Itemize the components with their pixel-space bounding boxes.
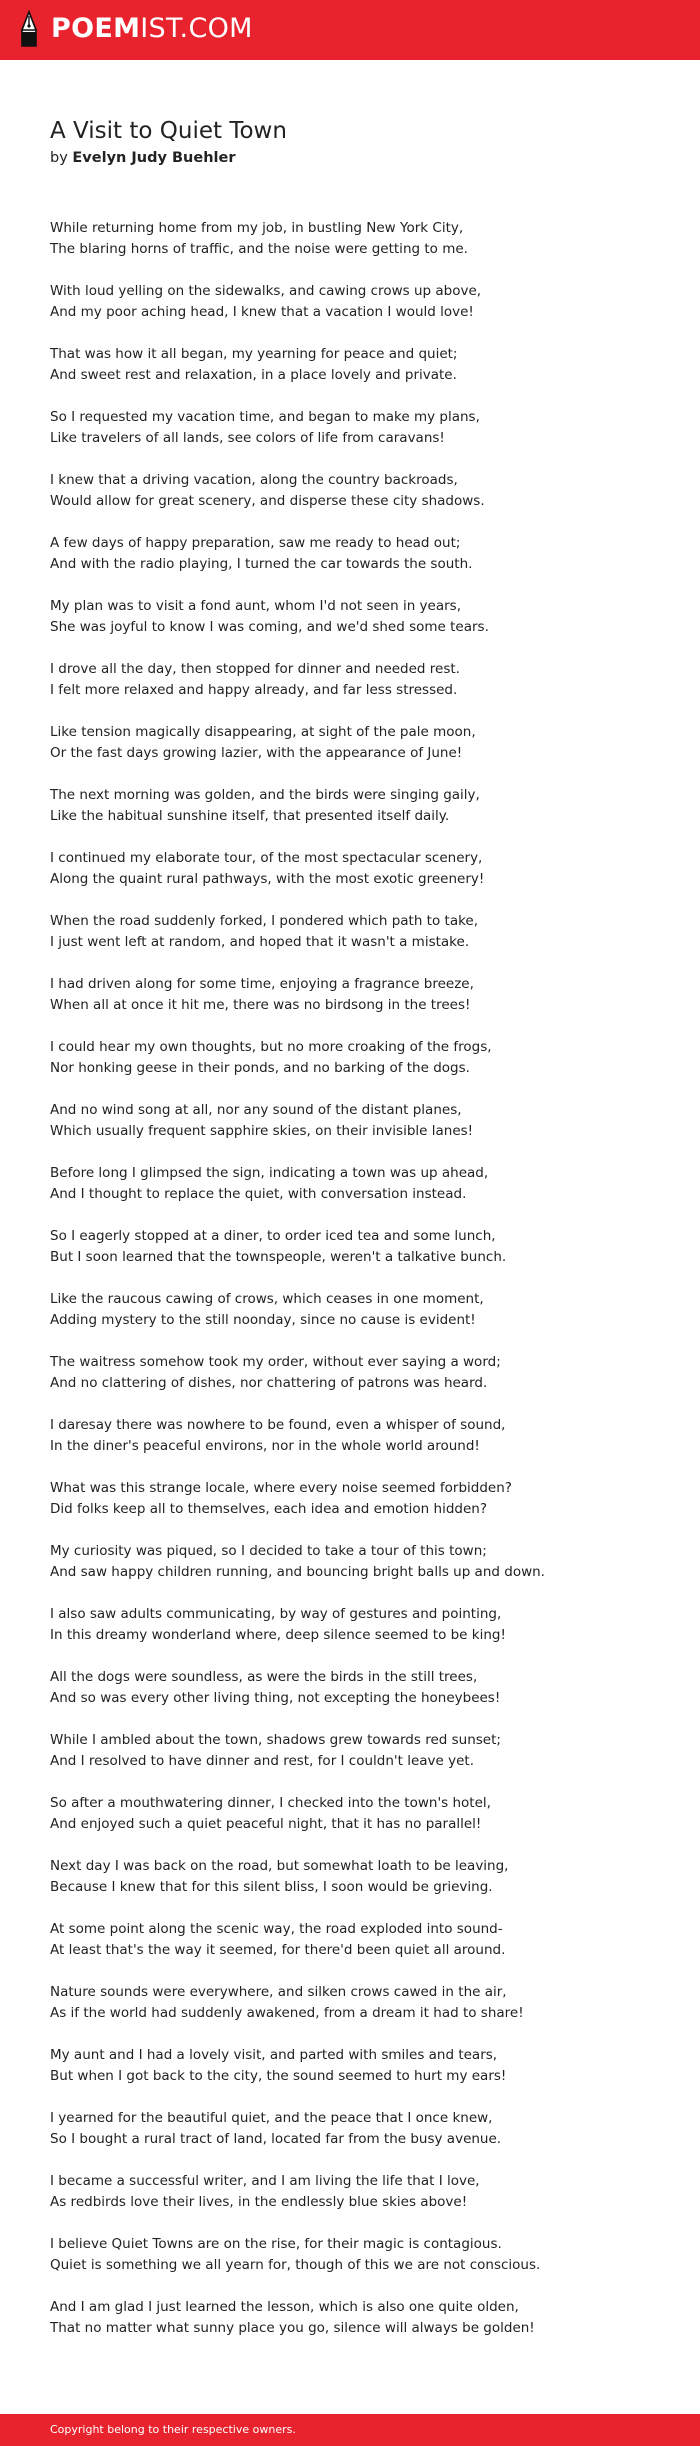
stanza bbox=[50, 1793, 670, 1835]
poem-line: And no wind song at all, nor any sound of the distant planes, bbox=[50, 1102, 462, 1118]
poem-line: And I resolved to have dinner and rest, for I couldn't leave yet. bbox=[50, 1753, 475, 1769]
stanza bbox=[50, 1856, 670, 1898]
poem-line: Because I knew that for this silent bliss, I soon would be grieving. bbox=[50, 1879, 493, 1895]
poem-line: So after a mouthwatering dinner, I checked into the town's hotel, bbox=[50, 1795, 491, 1811]
poem-line: And no clattering of dishes, nor chattering of patrons was heard. bbox=[50, 1375, 488, 1391]
poem-line: Or the fast days growing lazier, with the appearance of June! bbox=[50, 745, 463, 761]
stanza bbox=[50, 1478, 670, 1520]
site-name bbox=[51, 10, 253, 48]
stanza bbox=[50, 1667, 670, 1709]
poem-line: A few days of happy preparation, saw me ready to head out; bbox=[50, 535, 461, 551]
poem-line: Which usually frequent sapphire skies, on their invisible lanes! bbox=[50, 1123, 474, 1139]
poem-line: The blaring horns of traffic, and the noise were getting to me. bbox=[50, 241, 468, 257]
poem-line: In this dreamy wonderland where, deep silence seemed to be king! bbox=[50, 1627, 506, 1643]
poem-line: And my poor aching head, I knew that a vacation I would love! bbox=[50, 304, 474, 320]
poem-line: With loud yelling on the sidewalks, and cawing crows up above, bbox=[50, 283, 482, 299]
author-name[interactable]: Evelyn Judy Buehler bbox=[72, 150, 236, 166]
poem-line: Like travelers of all lands, see colors of life from caravans! bbox=[50, 430, 445, 446]
poem-line: As redbirds love their lives, in the endlessly blue skies above! bbox=[50, 2194, 468, 2210]
poem-line: And with the radio playing, I turned the car towards the south. bbox=[50, 556, 473, 572]
poem-line: All the dogs were soundless, as were the birds in the still trees, bbox=[50, 1669, 478, 1685]
poem-line: So I bought a rural tract of land, located far from the busy avenue. bbox=[50, 2131, 502, 2147]
stanza bbox=[50, 1919, 670, 1961]
site-footer bbox=[0, 2414, 700, 2446]
poem-line: That was how it all began, my yearning for peace and quiet; bbox=[50, 346, 458, 362]
poem-line: I just went left at random, and hoped that it wasn't a mistake. bbox=[50, 934, 470, 950]
stanza bbox=[50, 470, 670, 512]
poem-line: The waitress somehow took my order, without ever saying a word; bbox=[50, 1354, 501, 1370]
poem-line: When the road suddenly forked, I pondered which path to take, bbox=[50, 913, 479, 929]
stanza bbox=[50, 218, 670, 260]
poem-line: Like the raucous cawing of crows, which ceases in one moment, bbox=[50, 1291, 484, 1307]
stanza bbox=[50, 722, 670, 764]
stanza bbox=[50, 974, 670, 1016]
by-label: by bbox=[50, 150, 68, 166]
poem-line: As if the world had suddenly awakened, from a dream it had to share! bbox=[50, 2005, 524, 2021]
site-logo[interactable] bbox=[18, 10, 253, 48]
poem-line: So I eagerly stopped at a diner, to order iced tea and some lunch, bbox=[50, 1228, 496, 1244]
poem-line: In the diner's peaceful environs, nor in the whole world around! bbox=[50, 1438, 480, 1454]
stanza bbox=[50, 1100, 670, 1142]
poem-line: Quiet is something we all yearn for, though of this we are not conscious. bbox=[50, 2257, 541, 2273]
poem-line: I could hear my own thoughts, but no more croaking of the frogs, bbox=[50, 1039, 492, 1055]
stanza bbox=[50, 2108, 670, 2150]
stanza bbox=[50, 1352, 670, 1394]
stanza bbox=[50, 1037, 670, 1079]
poem-line: I drove all the day, then stopped for dinner and needed rest. bbox=[50, 661, 460, 677]
poem-line: Nature sounds were everywhere, and silken crows cawed in the air, bbox=[50, 1984, 507, 2000]
poem-line: What was this strange locale, where every noise seemed forbidden? bbox=[50, 1480, 512, 1496]
poem-line: I yearned for the beautiful quiet, and the peace that I once knew, bbox=[50, 2110, 493, 2126]
stanza bbox=[50, 1730, 670, 1772]
poem-line: My curiosity was piqued, so I decided to take a tour of this town; bbox=[50, 1543, 487, 1559]
poem-line: I also saw adults communicating, by way of gestures and pointing, bbox=[50, 1606, 502, 1622]
poem-line: I believe Quiet Towns are on the rise, for their magic is contagious. bbox=[50, 2236, 502, 2252]
poem-line: She was joyful to know I was coming, and we'd shed some tears. bbox=[50, 619, 489, 635]
poem-line: Next day I was back on the road, but somewhat loath to be leaving, bbox=[50, 1858, 509, 1874]
pen-nib-icon bbox=[18, 10, 40, 48]
stanza bbox=[50, 2234, 670, 2276]
poem-line: And I am glad I just learned the lesson, which is also one quite olden, bbox=[50, 2299, 519, 2315]
poem-line: Would allow for great scenery, and disperse these city shadows. bbox=[50, 493, 485, 509]
poem-line: While returning home from my job, in bustling New York City, bbox=[50, 220, 464, 236]
site-name-light: IST.COM bbox=[140, 13, 253, 44]
site-name-bold: POEM bbox=[51, 13, 141, 44]
poem-line: Adding mystery to the still noonday, since no cause is evident! bbox=[50, 1312, 476, 1328]
stanza bbox=[50, 1415, 670, 1457]
poem-line: When all at once it hit me, there was no birdsong in the trees! bbox=[50, 997, 471, 1013]
poem-line: I knew that a driving vacation, along the country backroads, bbox=[50, 472, 458, 488]
poem-title: A Visit to Quiet Town bbox=[50, 118, 287, 144]
stanza bbox=[50, 911, 670, 953]
poem-line: The next morning was golden, and the birds were singing gaily, bbox=[50, 787, 480, 803]
stanza bbox=[50, 1226, 670, 1268]
poem-line: Along the quaint rural pathways, with the most exotic greenery! bbox=[50, 871, 485, 887]
poem-line: My plan was to visit a fond aunt, whom I'd not seen in years, bbox=[50, 598, 461, 614]
poem-line: And so was every other living thing, not excepting the honeybees! bbox=[50, 1690, 501, 1706]
poem-line: But I soon learned that the townspeople, weren't a talkative bunch. bbox=[50, 1249, 507, 1265]
stanza bbox=[50, 1289, 670, 1331]
poem-line: So I requested my vacation time, and began to make my plans, bbox=[50, 409, 480, 425]
poem-line: And saw happy children running, and bouncing bright balls up and down. bbox=[50, 1564, 545, 1580]
stanza bbox=[50, 659, 670, 701]
poem-line: Did folks keep all to themselves, each idea and emotion hidden? bbox=[50, 1501, 488, 1517]
poem-line: I had driven along for some time, enjoying a fragrance breeze, bbox=[50, 976, 474, 992]
poem-line: Before long I glimpsed the sign, indicating a town was up ahead, bbox=[50, 1165, 489, 1181]
stanza bbox=[50, 1982, 670, 2024]
stanza bbox=[50, 1604, 670, 1646]
stanza bbox=[50, 1163, 670, 1205]
poem-line: At least that's the way it seemed, for there'd been quiet all around. bbox=[50, 1942, 506, 1958]
stanza bbox=[50, 2297, 670, 2339]
stanza bbox=[50, 1541, 670, 1583]
poem-line: I daresay there was nowhere to be found, even a whisper of sound, bbox=[50, 1417, 506, 1433]
poem-line: And enjoyed such a quiet peaceful night, that it has no parallel! bbox=[50, 1816, 482, 1832]
site-header bbox=[0, 0, 700, 60]
stanza bbox=[50, 2045, 670, 2087]
poem-line: My aunt and I had a lovely visit, and parted with smiles and tears, bbox=[50, 2047, 498, 2063]
byline bbox=[50, 148, 235, 168]
poem-line: Like the habitual sunshine itself, that presented itself daily. bbox=[50, 808, 450, 824]
poem-line: But when I got back to the city, the sound seemed to hurt my ears! bbox=[50, 2068, 507, 2084]
poem-line: While I ambled about the town, shadows grew towards red sunset; bbox=[50, 1732, 501, 1748]
poem-body bbox=[50, 218, 670, 2360]
poem-line: I felt more relaxed and happy already, and far less stressed. bbox=[50, 682, 458, 698]
stanza bbox=[50, 785, 670, 827]
poem-line: At some point along the scenic way, the road exploded into sound- bbox=[50, 1921, 503, 1937]
stanza bbox=[50, 848, 670, 890]
stanza bbox=[50, 407, 670, 449]
poem-line: I continued my elaborate tour, of the most spectacular scenery, bbox=[50, 850, 483, 866]
poem-line: And sweet rest and relaxation, in a place lovely and private. bbox=[50, 367, 457, 383]
poem-line: That no matter what sunny place you go, silence will always be golden! bbox=[50, 2320, 535, 2336]
poem-line: Like tension magically disappearing, at sight of the pale moon, bbox=[50, 724, 476, 740]
copyright-notice: Copyright belong to their respective owners. bbox=[50, 2423, 296, 2436]
stanza bbox=[50, 281, 670, 323]
stanza bbox=[50, 2171, 670, 2213]
poem-line: Nor honking geese in their ponds, and no barking of the dogs. bbox=[50, 1060, 470, 1076]
poem-line: I became a successful writer, and I am living the life that I love, bbox=[50, 2173, 480, 2189]
stanza bbox=[50, 533, 670, 575]
stanza bbox=[50, 596, 670, 638]
poem-line: And I thought to replace the quiet, with conversation instead. bbox=[50, 1186, 467, 1202]
stanza bbox=[50, 344, 670, 386]
